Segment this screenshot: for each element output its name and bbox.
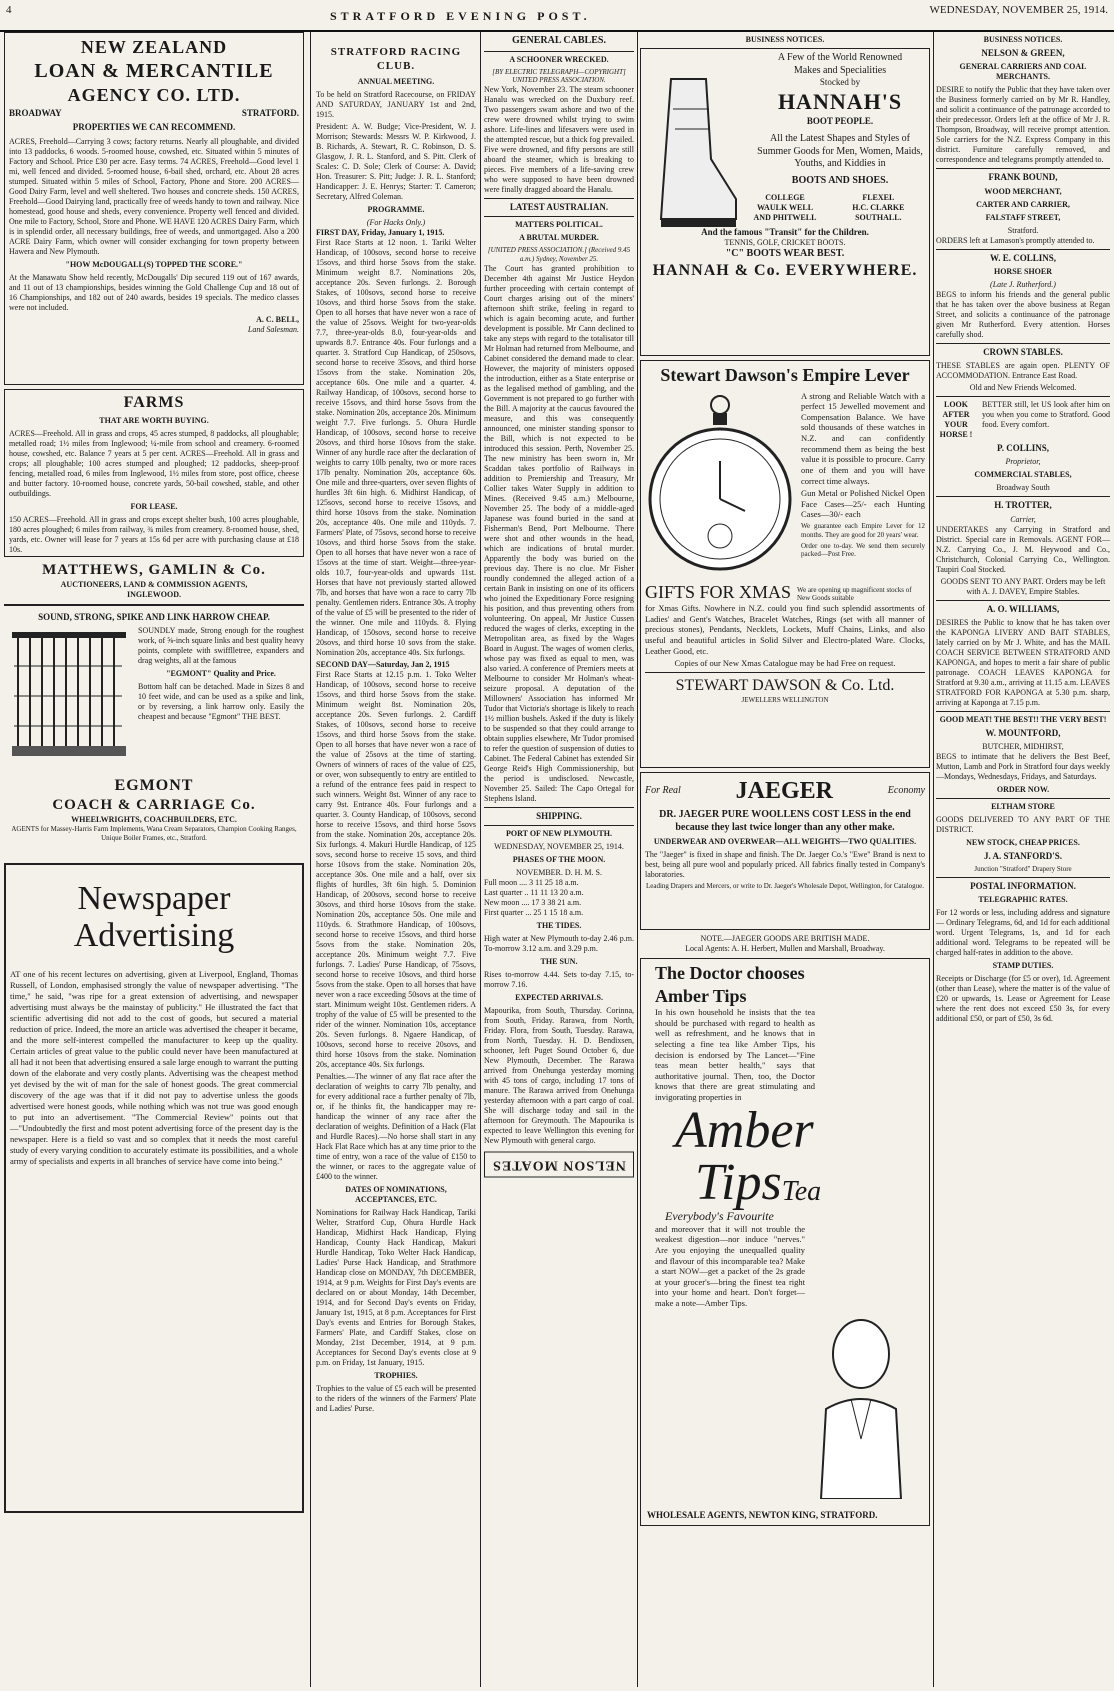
column-rule (310, 32, 311, 1687)
nzl-signature: A. C. BELL, (256, 314, 299, 324)
fb-body: ORDERS left at Lamason's promptly attended to. (936, 235, 1095, 245)
fb-title: FRANK BOUND, (988, 172, 1058, 183)
han-intro-1: A Few of the World Renowned (777, 52, 903, 63)
han-intro-3: Stocked by (819, 77, 861, 87)
mg-subtitle: AUCTIONEERS, LAND & COMMISSION AGENTS, (60, 579, 248, 589)
nzl-address-right: STRATFORD. (241, 108, 299, 118)
han-intro-2: Makes and Specialities (793, 64, 887, 76)
egmont-subtitle: WHEELWRIGHTS, COACHBUILDERS, ETC. (71, 814, 237, 824)
masthead (0, 0, 1114, 32)
column-3 (484, 32, 634, 1687)
amber-favourite: Everybody's Favourite (665, 1208, 774, 1223)
farms-body: ACRES—Freehold. All in grass and crops, 45 acres stumped, 8 paddocks, all ploughable; metalled road; 1½ miles from Inglewood; ¼-mile from school and creamery. 6-roomed house, cowshed, etc. Balance 7 years at 5 per cent. ACRES—Freehold. All in grass and crops; all ploughable; 100 acres stumped and ploughed; 12 paddocks, sheep-proof fencing, metalled road, 6 miles from Inglewood, 1½ miles from store, post office, cheese and butter factory. 10-roomed house, concrete yards, 50-bail cowshed, stable, and other outbuildings. (9, 429, 299, 498)
business-notices-heading: BUSINESS NOTICES. (983, 35, 1063, 44)
murder-heading: A BRUTAL MURDER. (519, 233, 599, 243)
jaeger-body: The "Jaeger" is fixed in shape and finish. The Dr. Jaeger Co.'s "Ewe" Brand is next to best, being all pure wool and popularly priced. All fabrics finally tested in Company's laboratories. (645, 850, 925, 879)
nzl-body: ACRES, Freehold—Carrying 3 cows; factory returns. Nearly all ploughable, and divided into 13 paddocks, 6 woods. 5-roomed house, cowshed, etc. Situated within 5 minutes of Factory and School. Price £30 per acre. Easy terms. 74 ACRES, Freehold—Good level 1 mi, well fenced and divided. 5-roomed house, 6-bail shed, orchard, etc. About 28 acres stumped. Situated within 5 miles of School, Factory, Phone and Store. 200 ACRES—Good Dairy Farm, level and well sheltered. Two houses and concrete sheds. 150 ACRES, Freehold—Good Dairying land, practically free of weeds handy to town and railway. Nice homestead, good house and sheds, every convenience. Property well fenced and divided. One mile to Factory, School, Store and Phone. WE HAVE 120 ACRES Dairy Farm, which is in splendid order, all necessary buildings, free of weeds, and unmortgaged. Also a 200 ACRE Dairy Farm, which owner will consider exchanging for town property between Hawera and New Plymouth. (9, 136, 299, 256)
amber-tips-ad (640, 958, 930, 1526)
sd-footer: STEWART DAWSON & Co. Ltd. (675, 676, 895, 694)
wm-title: W. MOUNTFORD, (985, 727, 1061, 738)
han-c-boots: "C" BOOTS WEAR BEST. (725, 248, 845, 260)
jas-title: J. A. STANFORD'S. (983, 851, 1063, 861)
sd-guarantee: We guarantee each Empire Lever for 12 months. They are good for 20 years' wear. (801, 522, 925, 539)
sun-heading: THE SUN. (540, 957, 578, 966)
harrow-egmont: "EGMONT" Quality and Price. (166, 669, 276, 678)
eltham-body: GOODS DELIVERED TO ANY PART OF THE DISTRICT. (936, 815, 1110, 834)
ng-title: NELSON & GREEN, (981, 48, 1065, 58)
wm-order: ORDER NOW. (996, 785, 1050, 794)
jaeger-under: UNDERWEAR AND OVERWEAR—ALL WEIGHTS—TWO QUALITIES. (653, 837, 917, 846)
look-2: AFTER (942, 410, 970, 419)
ng-subtitle: GENERAL CARRIERS AND COAL MERCHANTS. (959, 62, 1087, 82)
moon-row: Full moon .... 3 11 25 18 a.m. (484, 878, 579, 887)
fb-street: FALSTAFF STREET, (985, 212, 1061, 222)
farms-ad (4, 389, 304, 557)
column-2 (316, 32, 476, 1687)
crown-title: CROWN STABLES. (983, 346, 1063, 357)
pc-subtitle: Proprietor, (1005, 457, 1041, 467)
political-heading: MATTERS POLITICAL. (515, 220, 603, 230)
pc-title: P. COLLINS, (997, 443, 1049, 453)
page-number: 4 (6, 4, 12, 16)
column-rule (637, 32, 638, 1687)
sun-body: Rises to-morrow 4.44. Sets to-day 7.15, to-morrow 7.16. (484, 970, 634, 989)
hannahs-ad (640, 48, 930, 356)
moon-row: First quarter ... 25 1 15 18 a.m. (484, 908, 584, 917)
han-transit: And the famous "Transit" for the Children. (701, 227, 869, 237)
jaeger-ad (640, 772, 930, 930)
src-officials: President: A. W. Budge; Vice-President, W. J. Morrison; Stewards: Messrs W. P. Kirkwood, J. B. Richards, A. Stewart, R. C. Robinson, D. S. Glasgow, J. R. L. Stanford, and S. Pitt. Clerk of Scales: C. D. Sole; Clerk of Course: A. David; Hon. Treasurer: S. Pitt; Judge: J. R. L. Stanford; Handicapper: J. E. Henrys; Starter: T. Cameron; Secretary, Alfred Coleman. (316, 121, 476, 201)
nzl-title-2: LOAN & MERCANTILE (34, 59, 274, 82)
harrow-illustration (4, 626, 134, 776)
stewart-dawson-ad (640, 360, 930, 768)
nzl-signature-title: Land Salesman. (247, 324, 299, 334)
nzl-title-3: AGENCY CO. LTD. (67, 84, 241, 105)
harrow-body: SOUNDLY made, Strong enough for the roughest work, of ⅝-inch square links and best quality heavy points, complete with swifflletree, expanders and drag weights, all at the famous (138, 626, 304, 665)
gifts-side: We are opening up magnificent stocks of New Goods suitable (797, 585, 912, 603)
crown-body: THESE STABLES are again open. PLENTY OF ACCOMMODATION. Entrance East Road. (936, 361, 1110, 380)
fb-carter: CARTER AND CARRIER, (976, 199, 1070, 209)
han-body: All the Latest Shapes and Styles of Summer Goods for Men, Women, Maids, Youths, and Kiddies in (757, 133, 923, 169)
shipping-heading: SHIPPING. (536, 810, 582, 821)
cables-source: [BY ELECTRIC TELEGRAPH—COPYRIGHT] UNITED PRESS ASSOCIATION. (492, 67, 626, 85)
trophies-body: Trophies to the value of £5 each will be presented to the riders of the winners of the Farmers' Plate and Ladies' Purse. (316, 1383, 476, 1413)
business-notices-heading: BUSINESS NOTICES. (745, 35, 825, 44)
jaeger-agents: Local Agents: A. H. Herbert, Mullen and Marshall, Broadway. (685, 944, 885, 953)
moon-row: Last quarter .. 11 11 13 20 a.m. (484, 888, 584, 897)
brand: SOUTHALL. (855, 213, 902, 222)
harrow-title: SOUND, STRONG, SPIKE AND LINK HARROW CHEAP. (38, 611, 270, 622)
ht-subtitle: Carrier, (1010, 514, 1036, 524)
nzl-address-left: BROADWAY (9, 108, 62, 118)
column-rule (480, 32, 481, 1687)
jaeger-leading: Leading Drapers and Mercers, or write to Dr. Jaeger's Wholesale Depot, Wellington, for Catalogue. (645, 882, 925, 890)
australian-heading: LATEST AUSTRALIAN. (509, 202, 609, 212)
amber-footer: WHOLESALE AGENTS, NEWTON KING, STRATFORD. (647, 1509, 878, 1520)
stamp-body: Receipts or Discharge (for £5 or over), 1d. Agreement (other than Lease), where the matter is of the value of £20 or upwards, 1s. Lease or Agreement for Lease where the rent does not exceed £50 3s, for every additional £50, or part of £50, 3s 6d. (936, 974, 1110, 1024)
wec-body: BEGS to inform his friends and the general public that he has taken over the above business at Regan Street, and solicits a continuance of the patronage given Mr Rutherford. Every attention. Horses carefully shod. (936, 289, 1110, 339)
look-1: LOOK (943, 400, 968, 409)
eltham-heading: ELTHAM STORE (991, 802, 1055, 811)
aus-source: [UNITED PRESS ASSOCIATION.] (Received 9.45 a.m.) Sydney, November 25. (487, 246, 631, 263)
egmont-harrow-ad (4, 604, 304, 859)
amber-body: In his own household he insists that the tea should be purchased with regard to health as well as refreshment, and he knows that in selecting a fine tea like Amber Tips, his decision is endorsed by The Lancet—"Fine teas mean better health," says that authoritative journal. Then, too, the Doctor knows that there are great stimulating and invigorating properties in (655, 1007, 815, 1102)
matthews-gamlin-ad (4, 561, 304, 600)
schooner-heading: A SCHOONER WRECKED. (509, 54, 609, 64)
column-4 (640, 32, 930, 1687)
trophies-heading: TROPHIES. (374, 1370, 418, 1380)
jas-subtitle: Junction "Stratford" Drapery Store (974, 865, 1072, 874)
egmont-title-2: COACH & CARRIAGE Co. (52, 797, 256, 813)
second-day-body: First Race Starts at 12.15 p.m. 1. Toko Welter Handicap, of 100sovs, second horse to receive 15sovs, and third horse 5sovs from the stake. Minimum weight 8st. Nomination 20s, acceptance 20s. Seven furlongs. 2. Cardiff Stakes, of 100sovs, second horse to receive 15sovs, and third horse 5sovs from the stake. Open to all horses that have never won a race of the value of 25sovs at the time of starting. Owners of winners of races of the value of £25, or over, won subsequently to entry are entitled to a refund of the entrance fees paid in respect to such winners. Weight 8st. Winner of any race to carry 9st. Entrance 40s. Four furlongs and a quarter. 3. County Handicap, of 100sovs, second horse to receive 15sovs, and third horse 5sovs from the stake. Nomination 20s, acceptance 20s. Six furlongs. 4. Makuri Hurdle Handicap, of 125 sovs, second horse to receive 15 sovs, and third horse 10sovs from the stake. Nomination 20s, acceptance 30s. One mile and a half, over six flights of hurdles, 3ft 6in high. 5. Dominion Handicap, of 200sovs, second horse to receive 30sovs, and third horse 10sovs from the stake. Nomination 20s, acceptance 50s. One mile and 110yds. 6. Strathmore Handicap, of 100sovs, second horse to receive 15sovs, and third horse 5sovs from the stake. Nomination 20s, acceptance 20s. Minimum weight 7.7. Five furlongs. 7. Ladies' Purse Handicap, of 75sovs, second horse to receive 10sovs, and third horse 5sovs from the stake. Open to all horses that have never won a race exceeding 50sovs at the time of start. Minimum weight 10st. Gentlemen riders. A trophy of the value of £5 will be presented to the rider of the winner. Nomination 10s, acceptance 20s. Seven furlongs. 8. Ngaere Handicap, of 100sovs, second horse to receive 20sovs, and third horse 10sovs from the stake. Nomination 20s, acceptance 40s. Six furlongs. (316, 669, 476, 1069)
amber-body-2: and moreover that it will not trouble the weakest digestion—nor induce "nerves." Are you enjoying the unequalled quality and flavour of this incomparable tea? Make a start NOW—get a packet of the 2s grade at your grocer's—bring the finest tea right into your home and heart. Don't forget—make a note—Amber Tips. (655, 1223, 805, 1308)
telegraphic-heading: TELEGRAPHIC RATES. (978, 895, 1068, 905)
na-title-1: Newspaper (77, 879, 231, 917)
amber-logo-1: Amber (675, 1101, 814, 1159)
wec-subtitle: HORSE SHOER (993, 266, 1052, 276)
sd-title: Stewart Dawson's Empire Lever (660, 365, 910, 385)
cables-heading: GENERAL CABLES. (512, 35, 606, 46)
wm-subtitle: BUTCHER, MIDHIRST, (982, 742, 1064, 751)
boot-illustration (651, 69, 741, 239)
ht-title: H. TROTTER, (994, 500, 1052, 511)
look-3: YOUR (944, 420, 968, 429)
egmont-agents: AGENTS for Massey-Harris Farm Implements, Wana Cream Separators, Champion Cooking Ranges, Unique Boiler Frames, etc., Stratford. (11, 824, 297, 842)
jaeger-headline: DR. JAEGER PURE WOOLLENS COST LESS in the end because they last twice longer than any other make. (659, 809, 911, 833)
ht-goods: GOODS SENT TO ANY PART. Orders may be left with A. J. DAVEY, Empire Stables. (940, 576, 1106, 596)
schooner-body: New York, November 23. The steam schooner Hanalu was wrecked on the Duxbury reef. Two passengers swam ashore and two of the crew were drowned whilst trying to swim ashore. Life-lines and lifesavers were used in the attempted rescue, but a thick fog prevailed. Five were drowned, and fifty persons are still aboard the steamer, which is breaking to pieces. Five members of a life-saving crew who were supposed to have been drowned were finally dragged aboard the Hanalu. (484, 85, 634, 194)
brand: FLEXEL (862, 193, 895, 202)
telegraphic-body: For 12 words or less, including address and signature— Ordinary Telegrams, 6d, and 1d for each additional word. Urgent Telegrams, 1s, and 1d for each additional word. Telegrams to be repeated will be charged half-rates in addition to the above. (936, 908, 1110, 958)
first-day-body: First Race Starts at 12 noon. 1. Tariki Welter Handicap, of 100sovs, second horse to receive 15sovs, and third horse 5sovs from the stake. Minimum weight 8.7. Nominations 20s, acceptance 20s. Seven furlongs. 2. Borough Stakes, of 100sovs, second horse to receive 10sovs, and third horse 5sovs from the stake. Open to all horses that have never won a race of the value of 25sovs. Weight for two-year-olds 7.7, three-year-olds 8.0, four-year-olds and upwards 8.7. Entrance 40s. Four furlongs and a quarter. 3. Stratford Cup Handicap, of 250sovs, second horse to receive 35sovs, and third horse 15sovs from the stake. Nomination 20s, acceptance 60s. One mile and a quarter. 4. Railway Handicap, of 100sovs, second horse to receive 15sovs, and third horse 5sovs from the stake. Nomination 20s, acceptance 20s. Minimum weight 7.7. Five furlongs. 5. Ohura Hurdle Handicap, of 100sovs, second horse to receive 20sovs, and third horse 10sovs from the stake. Winner of any hurdle race after the declaration of weights to carry 10lb penalty, two or more races 17lb penalty. Nomination 20s, acceptance 60s. One mile and three-quarters, over seven flights of hurdles 3ft 6in high. 6. Midhirst Handicap, of 125sovs, second horse to receive 15sovs, and third horse 10sovs from the stake. Nomination 20s, acceptance 40s. One mile and 110yds. 7. Farmers' Plate, of 75sovs, second horse to receive 10sovs, and third horse 5sovs from the stake. Open to all horses that have never won a race of 15sovs at the time of start. Weight—three-year-olds 10.7, four-year-olds and upwards 11st. Horses that have not previously started allowed 7lb, and horses that have won a race to carry 7lb penalty. Gentlemen riders. Entrance 30s. A trophy of the value of £5 will be presented to the rider of the winner. One mile and 110yds. 8. Flying Handicap, of 150sovs, second horse to receive 20sovs, and third horse 10 sovs from the stake. Nomination 20s, acceptance 40s. Six furlongs. (316, 237, 476, 657)
jaeger-for-real: For Real (645, 784, 681, 796)
ng-body: DESIRE to notify the Public that they have taken over the Business formerly carried on by Mr R. Handley, and solicit a continuance of the patronage accorded to their predecessor. Orders left at the office of Mr J. R. Thompson, Broadway, will receive prompt attention. Sole carriers for the N.Z. Express Company in this district. Furniture carefully removed, and correspondence and telegrams promptly attended to. (936, 85, 1110, 165)
amber-title-2: Amber Tips (655, 985, 747, 1006)
jaeger-note: NOTE.—JAEGER GOODS ARE BRITISH MADE. (700, 934, 870, 943)
wm-body: BEGS to intimate that he delivers the Best Beef, Mutton, Lamb and Pork in Stratford four days weekly—Mondays, Wednesdays, Fridays, and Saturdays. (936, 752, 1110, 781)
nzl-heading: PROPERTIES WE CAN RECOMMEND. (72, 122, 236, 133)
sd-order: Order one to-day. We send them securely packed—Post Free. (801, 541, 925, 559)
han-boot-people: BOOT PEOPLE. (806, 115, 874, 126)
look-body: BETTER still, let US look after him on you when you come to Stratford. Good food. Every comfort. (982, 400, 1110, 429)
pc-stables: COMMERCIAL STABLES, (974, 470, 1072, 480)
moon-header: NOVEMBER. D. H. M. S. (515, 868, 602, 877)
shipping-date: WEDNESDAY, NOVEMBER 25, 1914. (494, 842, 624, 851)
nzl-quote-body: At the Manawatu Show held recently, McDougalls' Dip secured 119 out of 167 awards, and 11 out of 13 championships, besides winning the Gold Challenge Cup and 18 out of 16 Championships, and 182 out of 240 awards, besides 19 specials. The medico classes were not included. (9, 272, 299, 312)
jaeger-economy: Economy (887, 784, 925, 796)
aow-body: DESIRES the Public to know that he has taken over the KAPONGA LIVERY AND BAIT STABLES, lately carried on by Mr J. White, and has the MAIL COACH SERVICE BETWEEN STRATFORD AND KAPONGA, and hopes to merit a fair share of public patronage. COACH LEAVES KAPONGA for Stratford at 9.30 a.m., arriving at 11.15 a.m. LEAVES STRATFORD FOR KAPONGA at 5.30 p.m. sharp, arriving at Kaponga at 7.15 p.m. (936, 617, 1110, 707)
programme-heading: PROGRAMME. (367, 204, 425, 214)
gifts-body: for Xmas Gifts. Nowhere in N.Z. could you find such splendid assortments of Ladies' and Gent's Watches, Bracelet Watches, Rings (set with all manner of precious stones), Pendants, Necklets, Lockets, Muff Chains, Links, and also useful and beautiful articles in Solid Silver and Electro-plated Ware. Clocks, Leather Good, etc. (645, 603, 925, 656)
tides-heading: THE TIDES. (536, 921, 582, 930)
fb-town: Stratford. (1007, 225, 1039, 235)
src-intro: To be held on Stratford Racecourse, on FRIDAY AND SATURDAY, JANUARY 1st and 2nd, 1915. (316, 89, 476, 119)
fb-subtitle: WOOD MERCHANT, (984, 186, 1062, 196)
for-hacks: (For Hacks Only.) (366, 217, 426, 227)
na-body: AT one of his recent lectures on advertising, given at Liverpool, England, Thomas Russell, of London, emphasised strongly the value of newspaper advertising. "The time," he said, "was ripe for a great extension of advertising, and newspaper advertising must always be the mainstay of publicity." He illustrated the fact that scientific advertising did not add to the cost of goods, but secured a material reduction of price. Indeed, the more an article was advertised the cheaper it became, and the more self-interest compelled the manufacturer to keep up the quality. Certain articles of great value to the public could never have been manufactured at all had it not been that advertising ensured a sale large enough to warrant the putting down of the elaborate and very costly plants. Advertising was the cheapest method yet devised by the wit of man for the sale of honest goods. The great commercial discovery of the age was that if it did not pay to advertise unless the goods advertised were honest goods, while nothing which was not true was good enough to put into an advertisement. "The Commercial Review" points out that—"Undoubtedly the first and most potent advertising force of the present day is the newspaper. Here is a field so vast and so complex that it needs the most careful study of every varying condition to accurately estimate its possibilities, and a whole army of specialists and experts in all branches of service have come into being." (10, 968, 298, 1167)
amber-tea: Tea (781, 1175, 822, 1207)
sd-price: Gun Metal or Polished Nickel Open Face Cases—25/- each Hunting Cases—30/- each (801, 488, 925, 520)
mg-town: INGLEWOOD. (126, 589, 181, 599)
arrivals-heading: EXPECTED ARRIVALS. (515, 993, 603, 1002)
harrow-body-2: Bottom half can be detached. Made in Sizes 8 and 10 feet wide, and can be used as a spike and link, or by reversing, a link harrow only. Easily the cheapest and because "Egmont" THE BEST. (138, 682, 304, 721)
wec-title: W. E. COLLINS, (990, 252, 1056, 263)
first-day: FIRST DAY, Friday, January 1, 1915. (316, 227, 445, 237)
han-footer: HANNAH & Co. EVERYWHERE. (652, 261, 918, 279)
gifts-heading: GIFTS FOR XMAS (645, 581, 792, 602)
han-tennis: TENNIS, GOLF, CRICKET BOOTS. (724, 238, 846, 248)
pc-address: Broadway South (996, 483, 1050, 493)
penalties: Penalties.—The winner of any flat race after the declaration of weights to carry 7lb penalty, and for every additional race a further penalty of 7lb, or, if he thinks fit, the handicapper may re-handicap the winner of any race after the declaration of weights. Definition of a Hack (Flat and Hurdle Races).—No horse shall start in any Hack Flat Race which has at any time prior to the time of entry, won a race of the value of £150 to the winner, or races to the aggregate value of £400 to the winner. (316, 1071, 476, 1181)
egmont-title: EGMONT (114, 777, 194, 794)
gifts-copies: Copies of our New Xmas Catalogue may be had Free on request. (674, 658, 896, 669)
moon-row: New moon .... 17 3 38 21 a.m. (484, 898, 582, 907)
newspaper-advertising-article (4, 863, 304, 1513)
tides-body: High water at New Plymouth to-day 2.46 p.m. To-morrow 3.12 a.m. and 3.29 p.m. (484, 934, 634, 953)
dates-body: Nominations for Railway Hack Handicap, Tariki Welter, Stratford Cup, Ohura Hurdle Hack Handicap, Midhirst Hack Handicap, Flying Handicap, County Hack Handicap, Makuri Hurdle Handicap, Toko Welter Hack Handicap, Ladies' Purse Hack Handicap, and Strathmore Handicap close on MONDAY, 7th DECEMBER, 1914, at 9 p.m. Weights for First Day's events are declared on or about Monday, 14th December, 1914, and for Second Day's events on Friday, January 1st, 1915, at 8 p.m. Acceptances for First Day's events and Entries for Borough Stakes, Farmers' Plate, and Cardiff Stakes, close on Monday, 21st December, 1914, at 9 p.m. Acceptances for Second Day's events close at 9 p.m. on Friday, 1st January, 1915. (316, 1207, 476, 1367)
port-heading: PORT OF NEW PLYMOUTH. (506, 829, 612, 838)
lease-body: 150 ACRES—Freehold. All in grass and crops except shelter bush, 100 acres ploughable, 180 acres ploughed; 6 miles from railway, ¾ miles from creamery. 8-roomed house, shed, yards, etc. Owner will lease for 7 years at 15s 6d per acre with purchasing clause at £18 10s. (9, 515, 299, 554)
farms-title: FARMS (123, 394, 185, 411)
aow-title: A. O. WILLIAMS, (986, 603, 1060, 614)
mg-title: MATTHEWS, GAMLIN & Co. (42, 562, 266, 578)
postal-heading: POSTAL INFORMATION. (970, 881, 1076, 891)
arrivals-body: Mapourika, from South, Thursday. Corinna, from South, Friday. Rarawa, from North, Friday. Flora, from South, Tuesday. Rarawa, from North, Tuesday. H. D. Bendixsen, schooner, left Puget Sound October 6, due New Plymouth, December. The Rarawa arrived from Onehunga yesterday morning with 45 tons of cargo, including 17 tons of manure. The Rarawa arrived from Onehunga yesterday afternoon with a part cargo of coal. She will discharge today and sail in the afternoon for Greymouth. The Mapourika is expected to leave Wellington this evening for New Plymouth with general cargo. (484, 1006, 634, 1145)
farms-subtitle: THAT ARE WORTH BUYING. (99, 416, 209, 425)
newspaper-title: STRATFORD EVENING POST. (330, 9, 591, 23)
column-5 (936, 32, 1110, 1687)
new-stock: NEW STOCK, CHEAP PRICES. (966, 838, 1080, 847)
nz-loan-ad (4, 32, 304, 385)
look-4: HORSE ! (939, 430, 973, 439)
for-lease-heading: FOR LEASE. (130, 502, 178, 511)
stamp-heading: STAMP DUTIES. (992, 961, 1054, 971)
brand: AND PHITWELL (753, 213, 817, 222)
brand: WAULK WELL (756, 203, 814, 212)
brand: COLLEGE (765, 193, 805, 202)
han-boots: BOOTS AND SHOES. (791, 174, 889, 186)
ht-body: UNDERTAKES any Carrying in Stratford and District. Special care in Removals. AGENT FOR—N.Z. Carrying Co., J. M. Heywood and Co., Christchurch, Colonial Carrying Co., Wellington. Taupiri Coal Stocked. (936, 524, 1110, 574)
dates-heading: DATES OF NOMINATIONS, ACCEPTANCES, ETC. (345, 1184, 447, 1204)
nzl-quote: "HOW McDOUGALL(S) TOPPED THE SCORE." (65, 259, 243, 269)
han-name: HANNAH'S (777, 89, 903, 115)
src-meeting: ANNUAL MEETING. (357, 76, 435, 86)
nzl-title-1: NEW ZEALAND (80, 37, 228, 57)
wec-late: (Late J. Rutherford.) (990, 279, 1056, 289)
moon-heading: PHASES OF THE MOON. (512, 855, 606, 864)
column-rule (933, 32, 934, 1687)
second-day: SECOND DAY—Saturday, Jan 2, 1915 (316, 659, 450, 669)
pocket-watch-illustration (645, 391, 795, 581)
sd-body: A strong and Reliable Watch with a perfect 15 Jewelled movement and Compensation Balance. We have sold thousands of these watches in N.Z. and can confidently recommend them as being the best value it is possible to procure. Carry one of them and you will have correct time always. (801, 390, 925, 486)
crown-old: Old and New Friends Welcomed. (969, 383, 1077, 392)
meat-heading: GOOD MEAT! THE BEST!! THE VERY BEST! (939, 714, 1107, 724)
sd-footer-2: JEWELLERS WELLINGTON (741, 695, 829, 704)
column-1 (4, 32, 304, 1687)
amber-logo-2: Tips (695, 1153, 782, 1211)
na-title-2: Advertising (73, 917, 235, 955)
amber-title-1: The Doctor chooses (655, 963, 805, 983)
issue-date: WEDNESDAY, NOVEMBER 25, 1914. (929, 4, 1108, 16)
aus-body: The Court has granted prohibition to December 4th against Mr Justice Heydon further proceeding with certain contempt of Court charges arising out of the miners' afternoon shift strike, feeling in regard to which is again becoming acute, and further development is possible. Mr Cann declined to take any steps with regard to the totalisator till Mr Holman had returned from Melbourne, and Cabinet considered the demand made to clear. However, the majority of ministers opposed the introduction, either as a State enterprise or as the legalised method of gambling, and the Government is not prepared to go further with the Bill. A majority at the caucus favoured the measure, and this was consequently announced, one minister standing sponsor to the Bill, which is not expected to be introduced this session. Perth, November 25. The new ministry has been sworn in, Mr Scaddan takes portfolio of Railways in addition to Premiership and Treasury, Mr Collier takes Water Supply in addition to Mines. (Received 9.45 a.m.) Melbourne, November 25. The body of a middle-aged Japanese was found buried in the sand at Fisherman's Bend, Port Melbourne. There were shot and other wounds in the head, which are indications of brutal murder. Apparently the body was buried on the previous day. There is no clue. Mr Fisher roundly condemned the alleged action of a certain Bank in insisting on one of its officers who joined the Expeditionary Force resigning his position, and thus preventing others from volunteering. On appeal, Mr Justice Cussen reduced the wages of clerks, excepting in the Metropolitan area, as fixed by the Wages Board in August. The wages of women clerks, whose pay was fixed as equal to men, was also varied. A conference of Premiers meets at Melbourne to consider Mr Holman's wheat-seizure proposal. A deputation of the Millowners' Association has informed Mr Tudor that Victoria's shortage is likely to reach 1½ million bushels. Asked if the duty is likely to be suspended so that they could arrange to obtain supplies elsewhere, Mr Tudor promised to refer the question of suspension of duties to Cabinet. The Federal Cabinet has extended Sir George Reid's High Commissionership, but the period is undisclosed. Newcastle, November 25. Sailed: The Capo Ortegal for Stephens Island. (484, 263, 634, 803)
jaeger-logo: JAEGER (735, 778, 833, 804)
doctor-illustration (801, 1299, 921, 1499)
src-title: STRATFORD RACING CLUB. (330, 46, 462, 72)
nelson-moates-ad: NELSON MOATES (484, 1152, 634, 1178)
brand: H.C. CLARKE (852, 203, 905, 212)
